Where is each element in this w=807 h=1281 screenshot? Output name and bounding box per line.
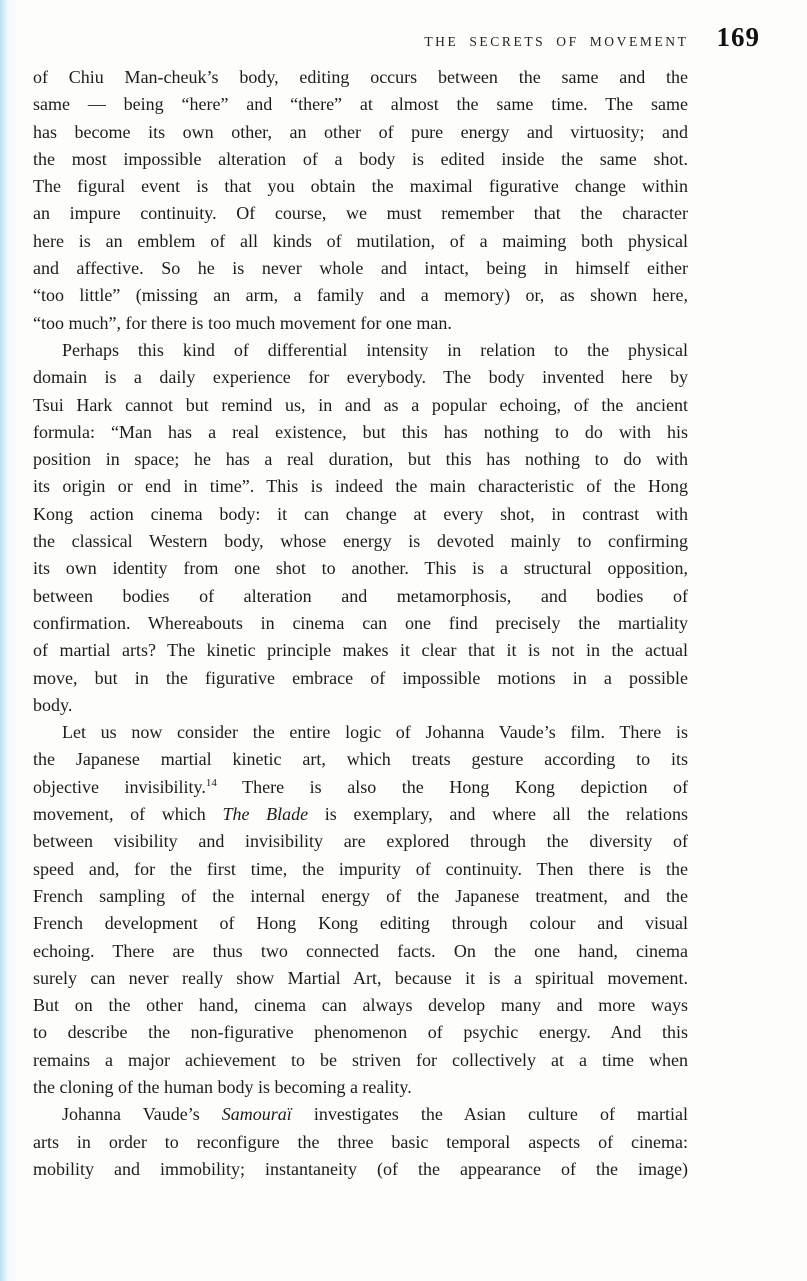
text-segment: an impure continuity. Of course, we must remember that the character xyxy=(33,203,688,224)
text-segment: to describe the non-figurative phenomenon of psychic energy. And this xyxy=(33,1022,688,1043)
text-segment: movement, of which xyxy=(33,804,223,825)
text-line xyxy=(33,364,688,391)
text-line xyxy=(33,1019,688,1046)
text-line xyxy=(33,692,688,719)
text-line xyxy=(33,719,688,746)
text-segment: objective invisibility. xyxy=(33,776,206,797)
text-segment: body. xyxy=(33,694,73,715)
text-segment: “too little” (missing an arm, a family and a memory) or, as shown here, xyxy=(33,285,688,306)
text-segment: Perhaps this kind of differential intensity in relation to the physical xyxy=(62,339,688,360)
text-line xyxy=(33,883,688,910)
text-line xyxy=(33,200,688,227)
left-page-edge xyxy=(0,0,18,1281)
paragraph xyxy=(33,719,688,1101)
paragraph xyxy=(33,337,688,719)
page-header xyxy=(33,22,760,53)
text-segment: domain is a daily experience for everybody. The body invented here by xyxy=(33,367,688,388)
text-line xyxy=(33,992,688,1019)
text-segment: the Japanese martial kinetic art, which treats gesture according to its xyxy=(33,749,688,770)
text-line xyxy=(33,446,688,473)
text-segment: of Chiu Man-cheuk’s body, editing occurs between the same and the xyxy=(33,67,688,87)
text-segment: There is also the Hong Kong depiction of xyxy=(216,776,688,797)
text-line xyxy=(33,1101,688,1128)
text-line xyxy=(33,1074,688,1101)
italic-text: Samouraï xyxy=(221,1104,292,1125)
text-line xyxy=(33,746,688,773)
text-segment: arts in order to reconfigure the three basic temporal aspects of cinema: xyxy=(33,1131,688,1152)
text-segment: here is an emblem of all kinds of mutilation, of a maiming both physical xyxy=(33,230,688,251)
text-line xyxy=(33,119,688,146)
text-line xyxy=(33,419,688,446)
text-segment: echoing. There are thus two connected facts. On the one hand, cinema xyxy=(33,940,688,961)
text-segment: French development of Hong Kong editing through colour and visual xyxy=(33,913,688,934)
text-segment: of martial arts? The kinetic principle makes it clear that it is not in the actual xyxy=(33,640,688,661)
text-segment: speed and, for the first time, the impurity of continuity. Then there is the xyxy=(33,858,688,879)
text-segment: remains a major achievement to be striven for collectively at a time when xyxy=(33,1049,688,1070)
text-segment: its origin or end in time”. This is indeed the main characteristic of the Hong xyxy=(33,476,688,497)
text-line xyxy=(33,501,688,528)
text-line xyxy=(33,64,688,91)
page-number: 169 xyxy=(716,22,760,52)
text-segment: “too much”, for there is too much movement for one man. xyxy=(33,312,452,333)
text-segment: and affective. So he is never whole and intact, being in himself either xyxy=(33,258,688,279)
text-line xyxy=(33,146,688,173)
text-line xyxy=(33,473,688,500)
text-line xyxy=(33,828,688,855)
text-line xyxy=(33,665,688,692)
text-line xyxy=(33,1156,688,1183)
text-line xyxy=(33,965,688,992)
text-segment: is exemplary, and where all the relations xyxy=(308,804,688,825)
text-line xyxy=(33,528,688,555)
text-line xyxy=(33,173,688,200)
text-line xyxy=(33,801,688,828)
text-segment: between visibility and invisibility are explored through the diversity of xyxy=(33,831,688,852)
text-line xyxy=(33,774,688,801)
text-line xyxy=(33,91,688,118)
text-segment: its own identity from one shot to another. This is a structural opposition, xyxy=(33,558,688,579)
text-segment: the cloning of the human body is becoming a reality. xyxy=(33,1076,412,1097)
text-line xyxy=(33,392,688,419)
text-segment: the most impossible alteration of a body is edited inside the same shot. xyxy=(33,148,688,169)
text-segment: French sampling of the internal energy of the Japanese treatment, and the xyxy=(33,885,688,906)
text-segment: surely can never really show Martial Art, because it is a spiritual movement. xyxy=(33,967,688,988)
text-segment: position in space; he has a real duration, but this has nothing to do with xyxy=(33,449,688,470)
text-line xyxy=(33,856,688,883)
text-line xyxy=(33,910,688,937)
text-line xyxy=(33,255,688,282)
italic-text: The Blade xyxy=(222,804,309,825)
page-body xyxy=(33,64,688,1183)
text-segment: has become its own other, an other of pure energy and virtuosity; and xyxy=(33,121,688,142)
paragraph xyxy=(33,64,688,337)
text-segment: But on the other hand, cinema can always develop many and more ways xyxy=(33,995,688,1016)
text-line xyxy=(33,282,688,309)
text-segment: Tsui Hark cannot but remind us, in and as a popular echoing, of the ancient xyxy=(33,394,688,415)
text-segment: mobility and immobility; instantaneity (of the appearance of the image) xyxy=(33,1158,688,1179)
text-segment: the classical Western body, whose energy is devoted mainly to confirming xyxy=(33,531,688,552)
text-line xyxy=(33,583,688,610)
text-segment: move, but in the figurative embrace of impossible motions in a possible xyxy=(33,667,688,688)
text-segment: Kong action cinema body: it can change at every shot, in contrast with xyxy=(33,503,688,524)
text-line xyxy=(33,1129,688,1156)
text-line xyxy=(33,555,688,582)
text-segment: formula: “Man has a real existence, but this has nothing to do with his xyxy=(33,421,688,442)
text-line xyxy=(33,938,688,965)
text-segment: between bodies of alteration and metamorphosis, and bodies of xyxy=(33,585,688,606)
text-line xyxy=(33,310,688,337)
text-segment: confirmation. Whereabouts in cinema can one find precisely the martiality xyxy=(33,612,688,633)
text-line xyxy=(33,610,688,637)
text-segment: The figural event is that you obtain the maximal figurative change within xyxy=(33,176,688,197)
text-segment: same — being “here” and “there” at almost the same time. The same xyxy=(33,94,688,115)
running-head: THE SECRETS OF MOVEMENT xyxy=(424,34,689,49)
text-line xyxy=(33,228,688,255)
text-segment: investigates the Asian culture of martial xyxy=(291,1104,688,1125)
paragraph xyxy=(33,1101,688,1183)
text-segment: Johanna Vaude’s xyxy=(62,1104,222,1125)
footnote-reference: 14 xyxy=(205,776,217,789)
text-line xyxy=(33,1047,688,1074)
text-line xyxy=(33,337,688,364)
text-line xyxy=(33,637,688,664)
text-segment: Let us now consider the entire logic of Johanna Vaude’s film. There is xyxy=(62,722,688,743)
